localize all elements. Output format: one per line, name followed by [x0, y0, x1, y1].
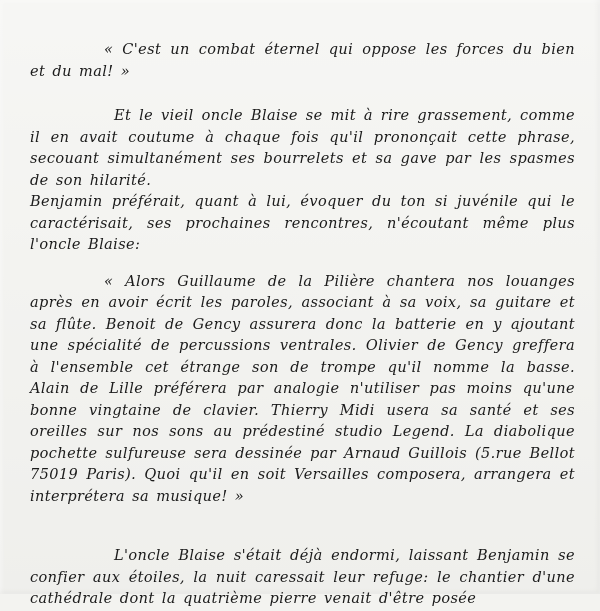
- paragraph-band-quote: « Alors Guillaume de la Pilière chantera nos louanges après en avoir écrit les paroles, associant à sa voix, sa guitare et sa flûte. Benoit de Gency assurera donc la batterie en y ajoutant une spécialité de percussions ventrales. Olivier de Gency greffera à l'ensemble cet étrange son de trompe qu'il nomme la basse. Alain de Lille préférera par analogie n'utiliser pas moins qu'une bonne vingtaine de clavier. Thierry Midi usera sa santé et ses oreilles sur nos sons au prédestiné studio Legend. La diabolique pochette sulfureuse sera dessinée par Arnaud Guillois (5.rue Bellot 75019 Paris). Quoi qu'il en soit Versailles composera, arrangera et interprétera sa musique! »: [30, 273, 575, 505]
- page-text-block: [30, 40, 575, 611]
- paragraph-closing-narration: L'oncle Blaise s'était déjà endormi, laissant Benjamin se confier aux étoiles, la nuit caressait leur refuge: le chantier d'une cathédrale dont la quatrième pierre venait d'être posée: [30, 548, 575, 607]
- paragraph-narration-2: Benjamin préférait, quant à lui, évoquer du ton si juvénile qui le caractérisait, ses prochaines rencontres, n'écoutant même plus l'oncle Blaise:: [30, 194, 575, 253]
- paragraph-narration-1: Et le vieil oncle Blaise se mit à rire grassement, comme il en avait coutume à chaque fois qu'il prononçait cette phrase, secouant simultanément ses bourrelets et sa gave par les spasmes de son hilarité.: [30, 108, 575, 189]
- paragraph-opening-quote: « C'est un combat éternel qui oppose les forces du bien et du mal! »: [30, 42, 575, 80]
